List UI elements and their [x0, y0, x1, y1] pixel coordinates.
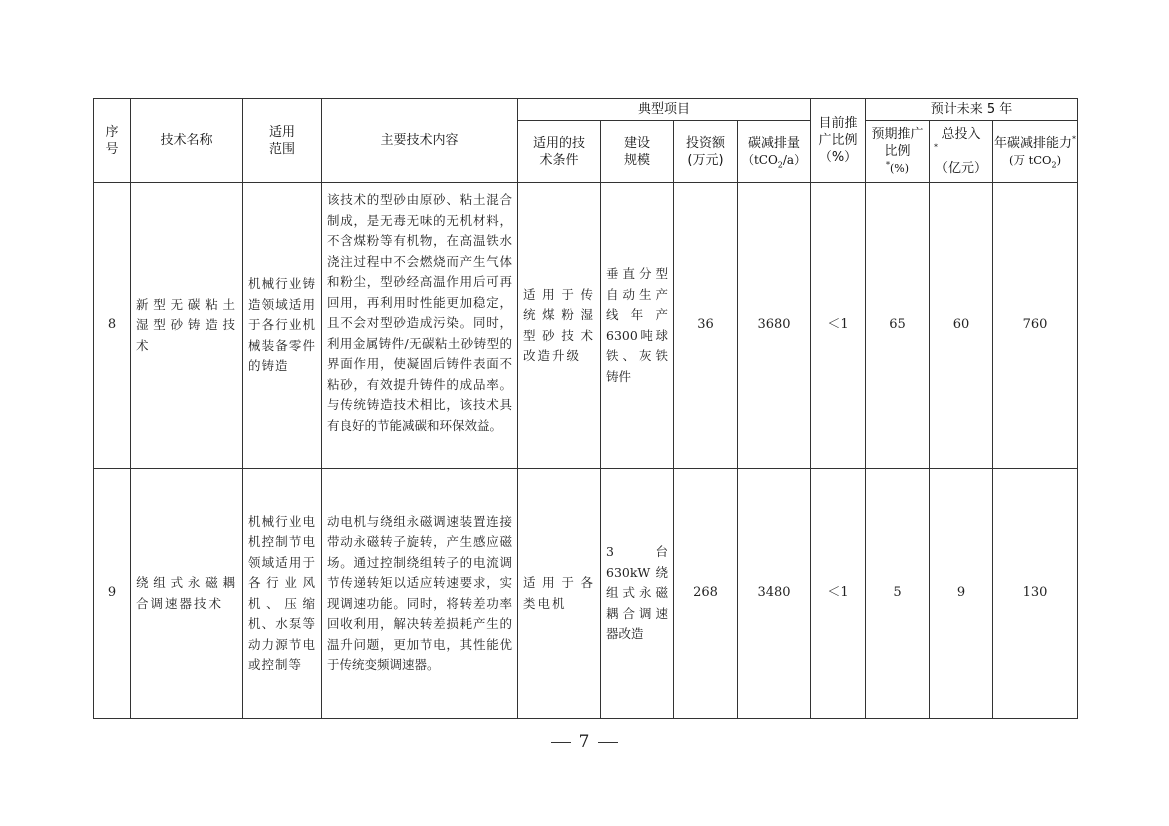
cell-scale: 3 台 630kW绕组式永磁耦合调速器改造 — [601, 469, 674, 719]
cell-scope: 机械行业电机控制节电领域适用于各行业风机、压缩机、水泵等动力源节电或控制等 — [243, 469, 322, 719]
header-current-ratio: 目前推广比例 （%） — [811, 99, 866, 183]
table-row — [94, 183, 1078, 469]
technology-table — [93, 98, 1078, 719]
header-investment: 投资额 (万元) — [674, 121, 738, 183]
header-typical-project: 典型项目 — [518, 99, 811, 121]
header-scope: 适用范围 — [243, 99, 322, 183]
cell-scope: 机械行业铸造领域适用于各行业机械装备零件的铸造 — [243, 183, 322, 469]
cell-annual-reduction: 130 — [993, 469, 1078, 719]
cell-investment: 36 — [674, 183, 738, 469]
dash-left — [551, 742, 571, 743]
header-expected-ratio: 预期推广比例 *(%) — [866, 121, 930, 183]
page-number — [0, 732, 1169, 752]
cell-content: 该技术的型砂由原砂、粘土混合制成，是无毒无味的无机材料，不含煤粉等有机物，在高温铁水浇注过程中不会燃烧而产生气体和粉尘，型砂经高温作用后可再回用，再利用时性能更加稳定，且不会对型砂造成污染。同时，利用金属铸件/无碳粘土砂铸型的界面作用，使凝固后铸件表面不粘砂，有效提升铸件的成品率。与传统铸造技术相比，该技术具有良好的节能减碳和环保效益。 — [322, 183, 518, 469]
cell-seq: 9 — [94, 469, 131, 719]
cell-conditions: 适用于各类电机 — [518, 469, 601, 719]
cell-content: 动电机与绕组永磁调速装置连接带动永磁转子旋转，产生感应磁场。通过控制绕组转子的电流调节传递转矩以适应转速要求，实现调速功能。同时，将转差功率回收利用，解决转差损耗产生的温升问题，更加节电，其性能优于传统变频调速器。 — [322, 469, 518, 719]
cell-scale: 垂直分型自动生产线年产6300吨球铁、灰铁铸件 — [601, 183, 674, 469]
cell-investment: 268 — [674, 469, 738, 719]
cell-expected-ratio: 65 — [866, 183, 930, 469]
header-content: 主要技术内容 — [322, 99, 518, 183]
table-row — [94, 469, 1078, 719]
header-total-investment: 总投入 * （亿元） — [930, 121, 993, 183]
header-row-group — [94, 99, 1078, 121]
cell-annual-reduction: 760 — [993, 183, 1078, 469]
header-forecast: 预计未来 5 年 — [866, 99, 1078, 121]
header-tech-name: 技术名称 — [131, 99, 243, 183]
header-annual-reduction: 年碳减排能力* (万 tCO$_2$) — [993, 121, 1078, 183]
header-seq: 序号 — [94, 99, 131, 183]
header-conditions: 适用的技术条件 — [518, 121, 601, 183]
cell-carbon-reduction: 3480 — [738, 469, 811, 719]
dash-right — [598, 742, 618, 743]
header-scale: 建设规模 — [601, 121, 674, 183]
cell-seq: 8 — [94, 183, 131, 469]
cell-conditions: 适用于传统煤粉湿型砂技术改造升级 — [518, 183, 601, 469]
header-carbon-reduction: 碳减排量 （tCO$_2$/a） — [738, 121, 811, 183]
cell-tech-name: 绕组式永磁耦合调速器技术 — [131, 469, 243, 719]
cell-expected-ratio: 5 — [866, 469, 930, 719]
cell-total-investment: 9 — [930, 469, 993, 719]
cell-current-ratio: ＜1 — [811, 183, 866, 469]
cell-tech-name: 新型无碳粘土湿型砂铸造技术 — [131, 183, 243, 469]
cell-carbon-reduction: 3680 — [738, 183, 811, 469]
cell-total-investment: 60 — [930, 183, 993, 469]
cell-current-ratio: ＜1 — [811, 469, 866, 719]
page-number-value: 7 — [578, 732, 591, 752]
